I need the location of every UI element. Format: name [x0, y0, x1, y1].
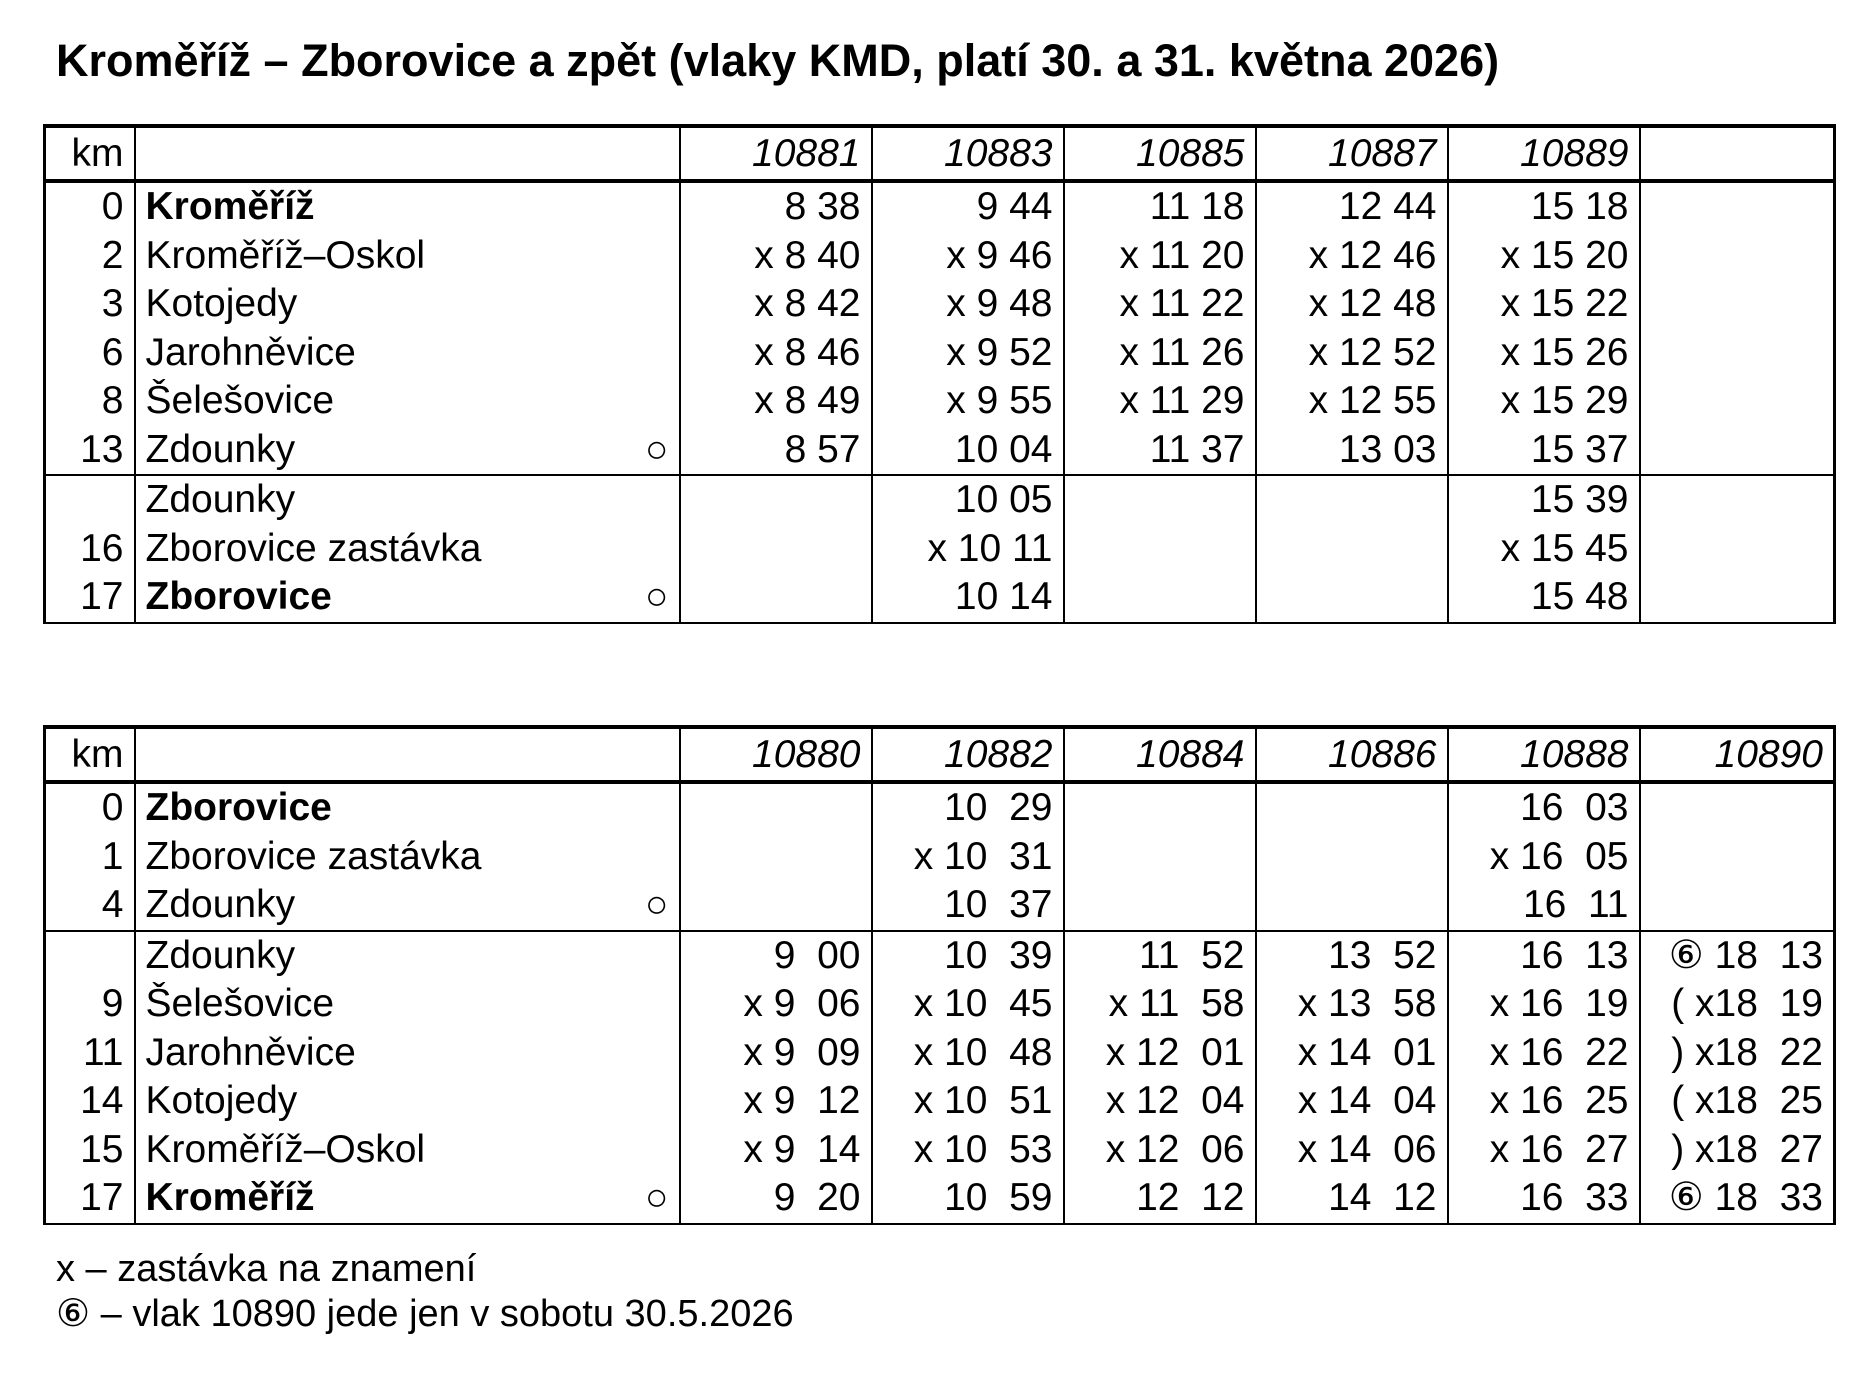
crossing-mark-icon: ○ — [644, 883, 669, 926]
time-cell: ) x18 22 — [1640, 1029, 1835, 1078]
station-name: Kroměříž–Oskol — [145, 1127, 426, 1171]
time-cell: x 10 11 — [872, 525, 1064, 574]
time-cell: 15 37 — [1448, 426, 1640, 476]
time-cell: ) x18 27 — [1640, 1126, 1835, 1175]
time-cell: ⑥ 18 13 — [1640, 931, 1835, 981]
km-cell: 0 — [45, 782, 135, 833]
station-name: Šelešovice — [145, 379, 335, 422]
station-cell — [135, 833, 680, 882]
station-cell — [135, 881, 680, 931]
time-cell: x 12 06 — [1064, 1126, 1256, 1175]
km-cell: 11 — [45, 1029, 135, 1078]
km-cell — [45, 475, 135, 525]
time-cell: x 14 01 — [1256, 1029, 1448, 1078]
time-cell: x 9 14 — [680, 1126, 872, 1175]
time-cell: x 8 46 — [680, 329, 872, 378]
time-cell — [1640, 232, 1835, 281]
time-cell: x 12 01 — [1064, 1029, 1256, 1078]
timetable-return — [43, 725, 1836, 1225]
time-cell: x 9 46 — [872, 232, 1064, 281]
time-cell: x 16 19 — [1448, 980, 1640, 1029]
station-cell — [135, 525, 680, 574]
footnote-request-stop: x – zastávka na znamení — [56, 1248, 477, 1290]
time-cell: x 12 48 — [1256, 280, 1448, 329]
time-cell — [1064, 573, 1256, 623]
time-cell: 16 33 — [1448, 1174, 1640, 1224]
station-cell — [135, 377, 680, 426]
time-cell: x 9 55 — [872, 377, 1064, 426]
km-cell: 2 — [45, 232, 135, 281]
station-name: Zborovice — [145, 786, 332, 829]
station-cell — [135, 426, 680, 476]
time-cell — [680, 475, 872, 525]
timetable-row — [45, 1077, 1835, 1126]
station-name: Zborovice zastávka — [145, 834, 482, 878]
station-name: Kotojedy — [145, 1079, 298, 1122]
km-cell: 15 — [45, 1126, 135, 1175]
timetable-row — [45, 881, 1835, 931]
time-cell — [1640, 573, 1835, 623]
timetable-row — [45, 280, 1835, 329]
time-cell: x 16 05 — [1448, 833, 1640, 882]
time-cell — [1640, 280, 1835, 329]
station-cell — [135, 1174, 680, 1224]
crossing-mark-icon: ○ — [644, 427, 669, 471]
station-name: Zdounky — [145, 883, 296, 926]
station-cell — [135, 931, 680, 981]
timetable-row — [45, 377, 1835, 426]
time-cell: 16 13 — [1448, 931, 1640, 981]
station-name: Zdounky — [145, 478, 296, 521]
time-cell: 10 39 — [872, 931, 1064, 981]
km-header: km — [45, 126, 135, 181]
time-cell: 15 48 — [1448, 573, 1640, 623]
time-cell: x 9 06 — [680, 980, 872, 1029]
time-cell: 10 04 — [872, 426, 1064, 476]
time-cell — [1640, 782, 1835, 833]
time-cell: x 16 22 — [1448, 1029, 1640, 1078]
train-number: 10889 — [1448, 126, 1640, 181]
km-cell: 6 — [45, 329, 135, 378]
time-cell — [1064, 881, 1256, 931]
timetable-row — [45, 1126, 1835, 1175]
time-cell: 9 00 — [680, 931, 872, 981]
train-number: 10886 — [1256, 727, 1448, 782]
station-name: Zborovice — [145, 575, 332, 618]
station-header — [135, 126, 680, 181]
station-cell — [135, 181, 680, 232]
time-cell: 13 52 — [1256, 931, 1448, 981]
time-cell — [1640, 181, 1835, 232]
station-name: Šelešovice — [145, 982, 335, 1025]
timetable-row — [45, 181, 1835, 232]
time-cell: x 10 31 — [872, 833, 1064, 882]
time-cell: x 12 52 — [1256, 329, 1448, 378]
train-number: 10887 — [1256, 126, 1448, 181]
train-number: 10885 — [1064, 126, 1256, 181]
timetable-row — [45, 426, 1835, 476]
station-name: Jarohněvice — [145, 330, 356, 374]
km-cell: 17 — [45, 1174, 135, 1224]
time-cell — [680, 833, 872, 882]
time-cell: 10 59 — [872, 1174, 1064, 1224]
station-cell — [135, 280, 680, 329]
timetable-row — [45, 1029, 1835, 1078]
station-cell — [135, 475, 680, 525]
time-cell: x 11 29 — [1064, 377, 1256, 426]
time-cell: x 11 22 — [1064, 280, 1256, 329]
time-cell — [680, 525, 872, 574]
time-cell: x 8 40 — [680, 232, 872, 281]
km-cell: 9 — [45, 980, 135, 1029]
time-cell: x 14 06 — [1256, 1126, 1448, 1175]
km-cell: 0 — [45, 181, 135, 232]
time-cell — [680, 881, 872, 931]
km-header: km — [45, 727, 135, 782]
time-cell — [1064, 782, 1256, 833]
km-cell: 14 — [45, 1077, 135, 1126]
timetable-row — [45, 525, 1835, 574]
time-cell: 12 44 — [1256, 181, 1448, 232]
time-cell: 11 37 — [1064, 426, 1256, 476]
time-cell: ( x18 25 — [1640, 1077, 1835, 1126]
train-number: 10890 — [1640, 727, 1835, 782]
header-row — [45, 727, 1835, 782]
time-cell — [1064, 525, 1256, 574]
time-cell — [1640, 377, 1835, 426]
time-cell: 10 05 — [872, 475, 1064, 525]
km-cell — [45, 931, 135, 981]
timetable-row — [45, 475, 1835, 525]
time-cell: x 16 25 — [1448, 1077, 1640, 1126]
footnote-saturday-only: ⑥ – vlak 10890 jede jen v sobotu 30.5.2026 — [56, 1293, 794, 1335]
time-cell: ( x18 19 — [1640, 980, 1835, 1029]
timetable-row — [45, 782, 1835, 833]
time-cell: 12 12 — [1064, 1174, 1256, 1224]
station-cell — [135, 573, 680, 623]
station-cell — [135, 232, 680, 281]
station-name: Kotojedy — [145, 282, 298, 325]
timetable-row — [45, 329, 1835, 378]
time-cell: 11 52 — [1064, 931, 1256, 981]
time-cell: 16 11 — [1448, 881, 1640, 931]
time-cell: x 9 12 — [680, 1077, 872, 1126]
time-cell: x 10 45 — [872, 980, 1064, 1029]
time-cell: x 10 48 — [872, 1029, 1064, 1078]
timetable-row — [45, 931, 1835, 981]
station-name: Kroměříž — [145, 1176, 315, 1219]
station-name: Zdounky — [145, 933, 296, 977]
time-cell — [1640, 525, 1835, 574]
time-cell — [680, 782, 872, 833]
time-cell: x 12 55 — [1256, 377, 1448, 426]
km-cell: 1 — [45, 833, 135, 882]
time-cell — [1640, 833, 1835, 882]
train-number: 10880 — [680, 727, 872, 782]
footnotes — [56, 1247, 794, 1337]
km-cell: 16 — [45, 525, 135, 574]
time-cell: 15 18 — [1448, 181, 1640, 232]
km-cell: 3 — [45, 280, 135, 329]
station-cell — [135, 980, 680, 1029]
time-cell: x 13 58 — [1256, 980, 1448, 1029]
time-cell: x 11 58 — [1064, 980, 1256, 1029]
time-cell: 14 12 — [1256, 1174, 1448, 1224]
time-cell — [1640, 329, 1835, 378]
time-cell — [1256, 881, 1448, 931]
station-cell — [135, 329, 680, 378]
time-cell: 16 03 — [1448, 782, 1640, 833]
timetable-row — [45, 833, 1835, 882]
station-name: Zdounky — [145, 427, 296, 471]
time-cell: 10 14 — [872, 573, 1064, 623]
time-cell: 15 39 — [1448, 475, 1640, 525]
crossing-mark-icon: ○ — [644, 575, 669, 618]
time-cell — [1640, 881, 1835, 931]
time-cell: 11 18 — [1064, 181, 1256, 232]
time-cell — [1064, 475, 1256, 525]
train-number: 10883 — [872, 126, 1064, 181]
time-cell — [1256, 525, 1448, 574]
time-cell: x 15 29 — [1448, 377, 1640, 426]
timetable-row — [45, 232, 1835, 281]
time-cell: x 12 04 — [1064, 1077, 1256, 1126]
time-cell: x 15 26 — [1448, 329, 1640, 378]
train-number — [1640, 126, 1835, 181]
km-cell: 17 — [45, 573, 135, 623]
time-cell: x 15 20 — [1448, 232, 1640, 281]
time-cell — [1640, 475, 1835, 525]
time-cell: x 11 20 — [1064, 232, 1256, 281]
station-name: Zborovice zastávka — [145, 526, 482, 570]
station-name: Kroměříž–Oskol — [145, 233, 426, 277]
time-cell: x 14 04 — [1256, 1077, 1448, 1126]
time-cell: 9 44 — [872, 181, 1064, 232]
km-cell: 8 — [45, 377, 135, 426]
time-cell: x 16 27 — [1448, 1126, 1640, 1175]
station-name: Kroměříž — [145, 185, 315, 228]
km-cell: 4 — [45, 881, 135, 931]
station-cell — [135, 1126, 680, 1175]
time-cell: x 10 51 — [872, 1077, 1064, 1126]
station-cell — [135, 782, 680, 833]
page-title: Kroměříž – Zborovice a zpět (vlaky KMD, platí 30. a 31. května 2026) — [56, 35, 1500, 86]
time-cell — [1256, 475, 1448, 525]
time-cell: 10 29 — [872, 782, 1064, 833]
train-number: 10884 — [1064, 727, 1256, 782]
time-cell: x 9 09 — [680, 1029, 872, 1078]
station-name: Jarohněvice — [145, 1030, 356, 1074]
km-cell: 13 — [45, 426, 135, 476]
time-cell: x 9 48 — [872, 280, 1064, 329]
time-cell — [1064, 833, 1256, 882]
timetable-row — [45, 1174, 1835, 1224]
time-cell: 9 20 — [680, 1174, 872, 1224]
time-cell — [680, 573, 872, 623]
time-cell — [1256, 833, 1448, 882]
time-cell: x 15 22 — [1448, 280, 1640, 329]
timetable-row — [45, 980, 1835, 1029]
time-cell: 10 37 — [872, 881, 1064, 931]
train-number: 10888 — [1448, 727, 1640, 782]
time-cell: x 8 49 — [680, 377, 872, 426]
train-number: 10882 — [872, 727, 1064, 782]
time-cell: x 8 42 — [680, 280, 872, 329]
time-cell: x 15 45 — [1448, 525, 1640, 574]
header-row — [45, 126, 1835, 181]
station-cell — [135, 1077, 680, 1126]
crossing-mark-icon: ○ — [644, 1176, 669, 1219]
time-cell — [1640, 426, 1835, 476]
timetable-outbound — [43, 124, 1836, 624]
time-cell — [1256, 782, 1448, 833]
time-cell: ⑥ 18 33 — [1640, 1174, 1835, 1224]
station-cell — [135, 1029, 680, 1078]
time-cell: x 10 53 — [872, 1126, 1064, 1175]
time-cell: x 12 46 — [1256, 232, 1448, 281]
time-cell: x 11 26 — [1064, 329, 1256, 378]
time-cell: 8 38 — [680, 181, 872, 232]
train-number: 10881 — [680, 126, 872, 181]
time-cell — [1256, 573, 1448, 623]
station-header — [135, 727, 680, 782]
time-cell: 8 57 — [680, 426, 872, 476]
timetable-row — [45, 573, 1835, 623]
time-cell: 13 03 — [1256, 426, 1448, 476]
time-cell: x 9 52 — [872, 329, 1064, 378]
